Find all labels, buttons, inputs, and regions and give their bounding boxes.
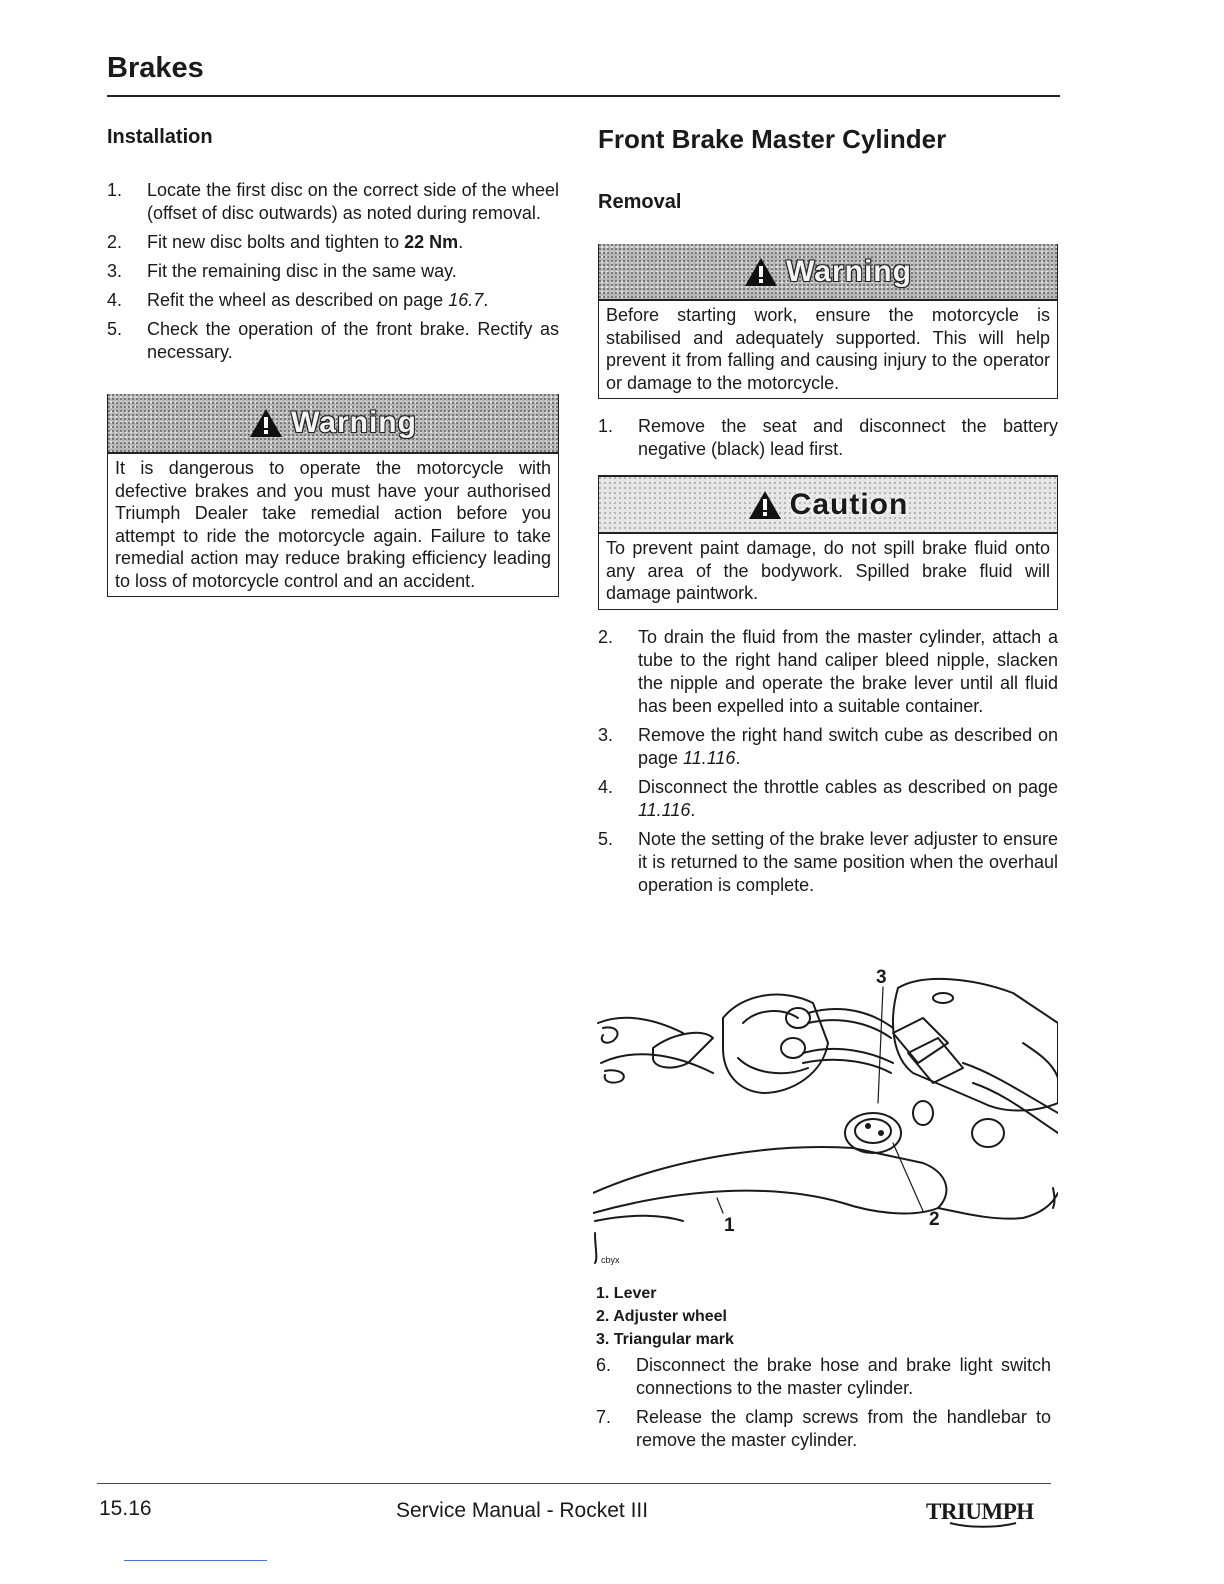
- list-item: 3. Fit the remaining disc in the same way.: [107, 261, 457, 281]
- section-title: Brakes: [107, 52, 204, 84]
- legend-item: 3. Triangular mark: [596, 1331, 734, 1348]
- figure-code: cbyx: [601, 1255, 620, 1265]
- left-column: [107, 126, 559, 597]
- master-cylinder-illustration: [593, 963, 1058, 1273]
- page-reference: 11.116: [683, 747, 736, 768]
- installation-heading: Installation: [107, 126, 213, 148]
- list-item: 2. To drain the fluid from the master cylinder, attach a tube to the right hand caliper bleed nipple, slacken the nipple and operate the brake lever until all fluid has been expelled into a suitable container.: [598, 626, 1058, 716]
- torque-value: 22 Nm: [404, 232, 459, 252]
- list-item: 2. Fit new disc bolts and tighten to 22 Nm.: [107, 232, 464, 252]
- page-title: Front Brake Master Cylinder: [598, 124, 947, 154]
- grip-outline: [598, 1018, 683, 1033]
- callout-3: 3: [876, 967, 887, 988]
- legend-item: 2. Adjuster wheel: [596, 1308, 727, 1325]
- warning-text: It is dangerous to operate the motorcycle with defective brakes and you must have your authorised Triumph Dealer take remedial action before you attempt to ride the motorcycle again. Failure to take remedial action may reduce braking efficiency leading to loss of motorcycle control and an accident.: [115, 458, 551, 591]
- list-item: 6. Disconnect the brake hose and brake light switch connections to the master cylinder.: [596, 1355, 1051, 1398]
- list-item: 5. Note the setting of the brake lever adjuster to ensure it is returned to the same position when the overhaul operation is complete.: [598, 828, 1058, 895]
- manual-title: Service Manual - Rocket III: [396, 1499, 649, 1522]
- caution-box-paint: [598, 475, 1058, 610]
- warning-banner: [108, 394, 558, 454]
- brand-swoosh-icon: [948, 1522, 1018, 1528]
- warning-box-brakes: [107, 394, 559, 597]
- list-item: 7. Release the clamp screws from the handlebar to remove the master cylinder.: [596, 1407, 1051, 1450]
- warning-triangle-icon: [744, 257, 778, 287]
- callout-1: 1: [724, 1215, 735, 1236]
- installation-steps: [107, 179, 559, 364]
- list-item: 4. Disconnect the throttle cables as described on page 11.116.: [598, 776, 1058, 820]
- page-reference: 16.7: [448, 290, 484, 310]
- list-item: 3. Remove the right hand switch cube as described on page 11.116.: [598, 724, 1058, 768]
- page-number: 15.16: [99, 1497, 152, 1520]
- list-item: 1. Remove the seat and disconnect the battery negative (black) lead first.: [598, 416, 1058, 459]
- caution-text: To prevent paint damage, do not spill brake fluid onto any area of the bodywork. Spilled brake fluid will damage paintwork.: [606, 538, 1050, 603]
- caution-triangle-icon: [748, 490, 782, 520]
- legend-item: 1. Lever: [596, 1285, 657, 1302]
- warning-triangle-icon: [249, 408, 283, 438]
- warning-box-support: [598, 244, 1058, 399]
- warning-label: Warning: [786, 254, 912, 288]
- callout-2: 2: [929, 1209, 940, 1230]
- removal-steps: [598, 626, 1058, 897]
- removal-heading: Removal: [598, 191, 682, 213]
- header-rule: [107, 95, 1060, 97]
- brand-logo: TRIUMPH: [926, 1499, 1034, 1524]
- footer-link-underline: [124, 1560, 267, 1561]
- removal-steps-continued: [596, 1354, 1051, 1458]
- list-item: 5. Check the operation of the front brake. Rectify as necessary.: [107, 319, 559, 362]
- list-item: 4. Refit the wheel as described on page 16.7.: [107, 290, 489, 310]
- page-reference: 11.116: [638, 799, 691, 820]
- list-item: 1. Locate the first disc on the correct side of the wheel (offset of disc outwards) as noted during removal.: [107, 180, 559, 223]
- right-column: [598, 124, 1058, 903]
- footer-rule: [97, 1483, 1051, 1484]
- removal-step-1: [598, 415, 1058, 461]
- caution-banner: [599, 475, 1057, 534]
- warning-banner: [599, 244, 1057, 301]
- caution-label: Caution: [789, 487, 909, 521]
- figure-legend: [596, 1282, 734, 1351]
- warning-text: Before starting work, ensure the motorcycle is stabilised and adequately supported. This will help prevent it from falling and causing injury to the operator or damage to the motorcycle.: [606, 305, 1050, 393]
- warning-label: Warning: [291, 406, 417, 439]
